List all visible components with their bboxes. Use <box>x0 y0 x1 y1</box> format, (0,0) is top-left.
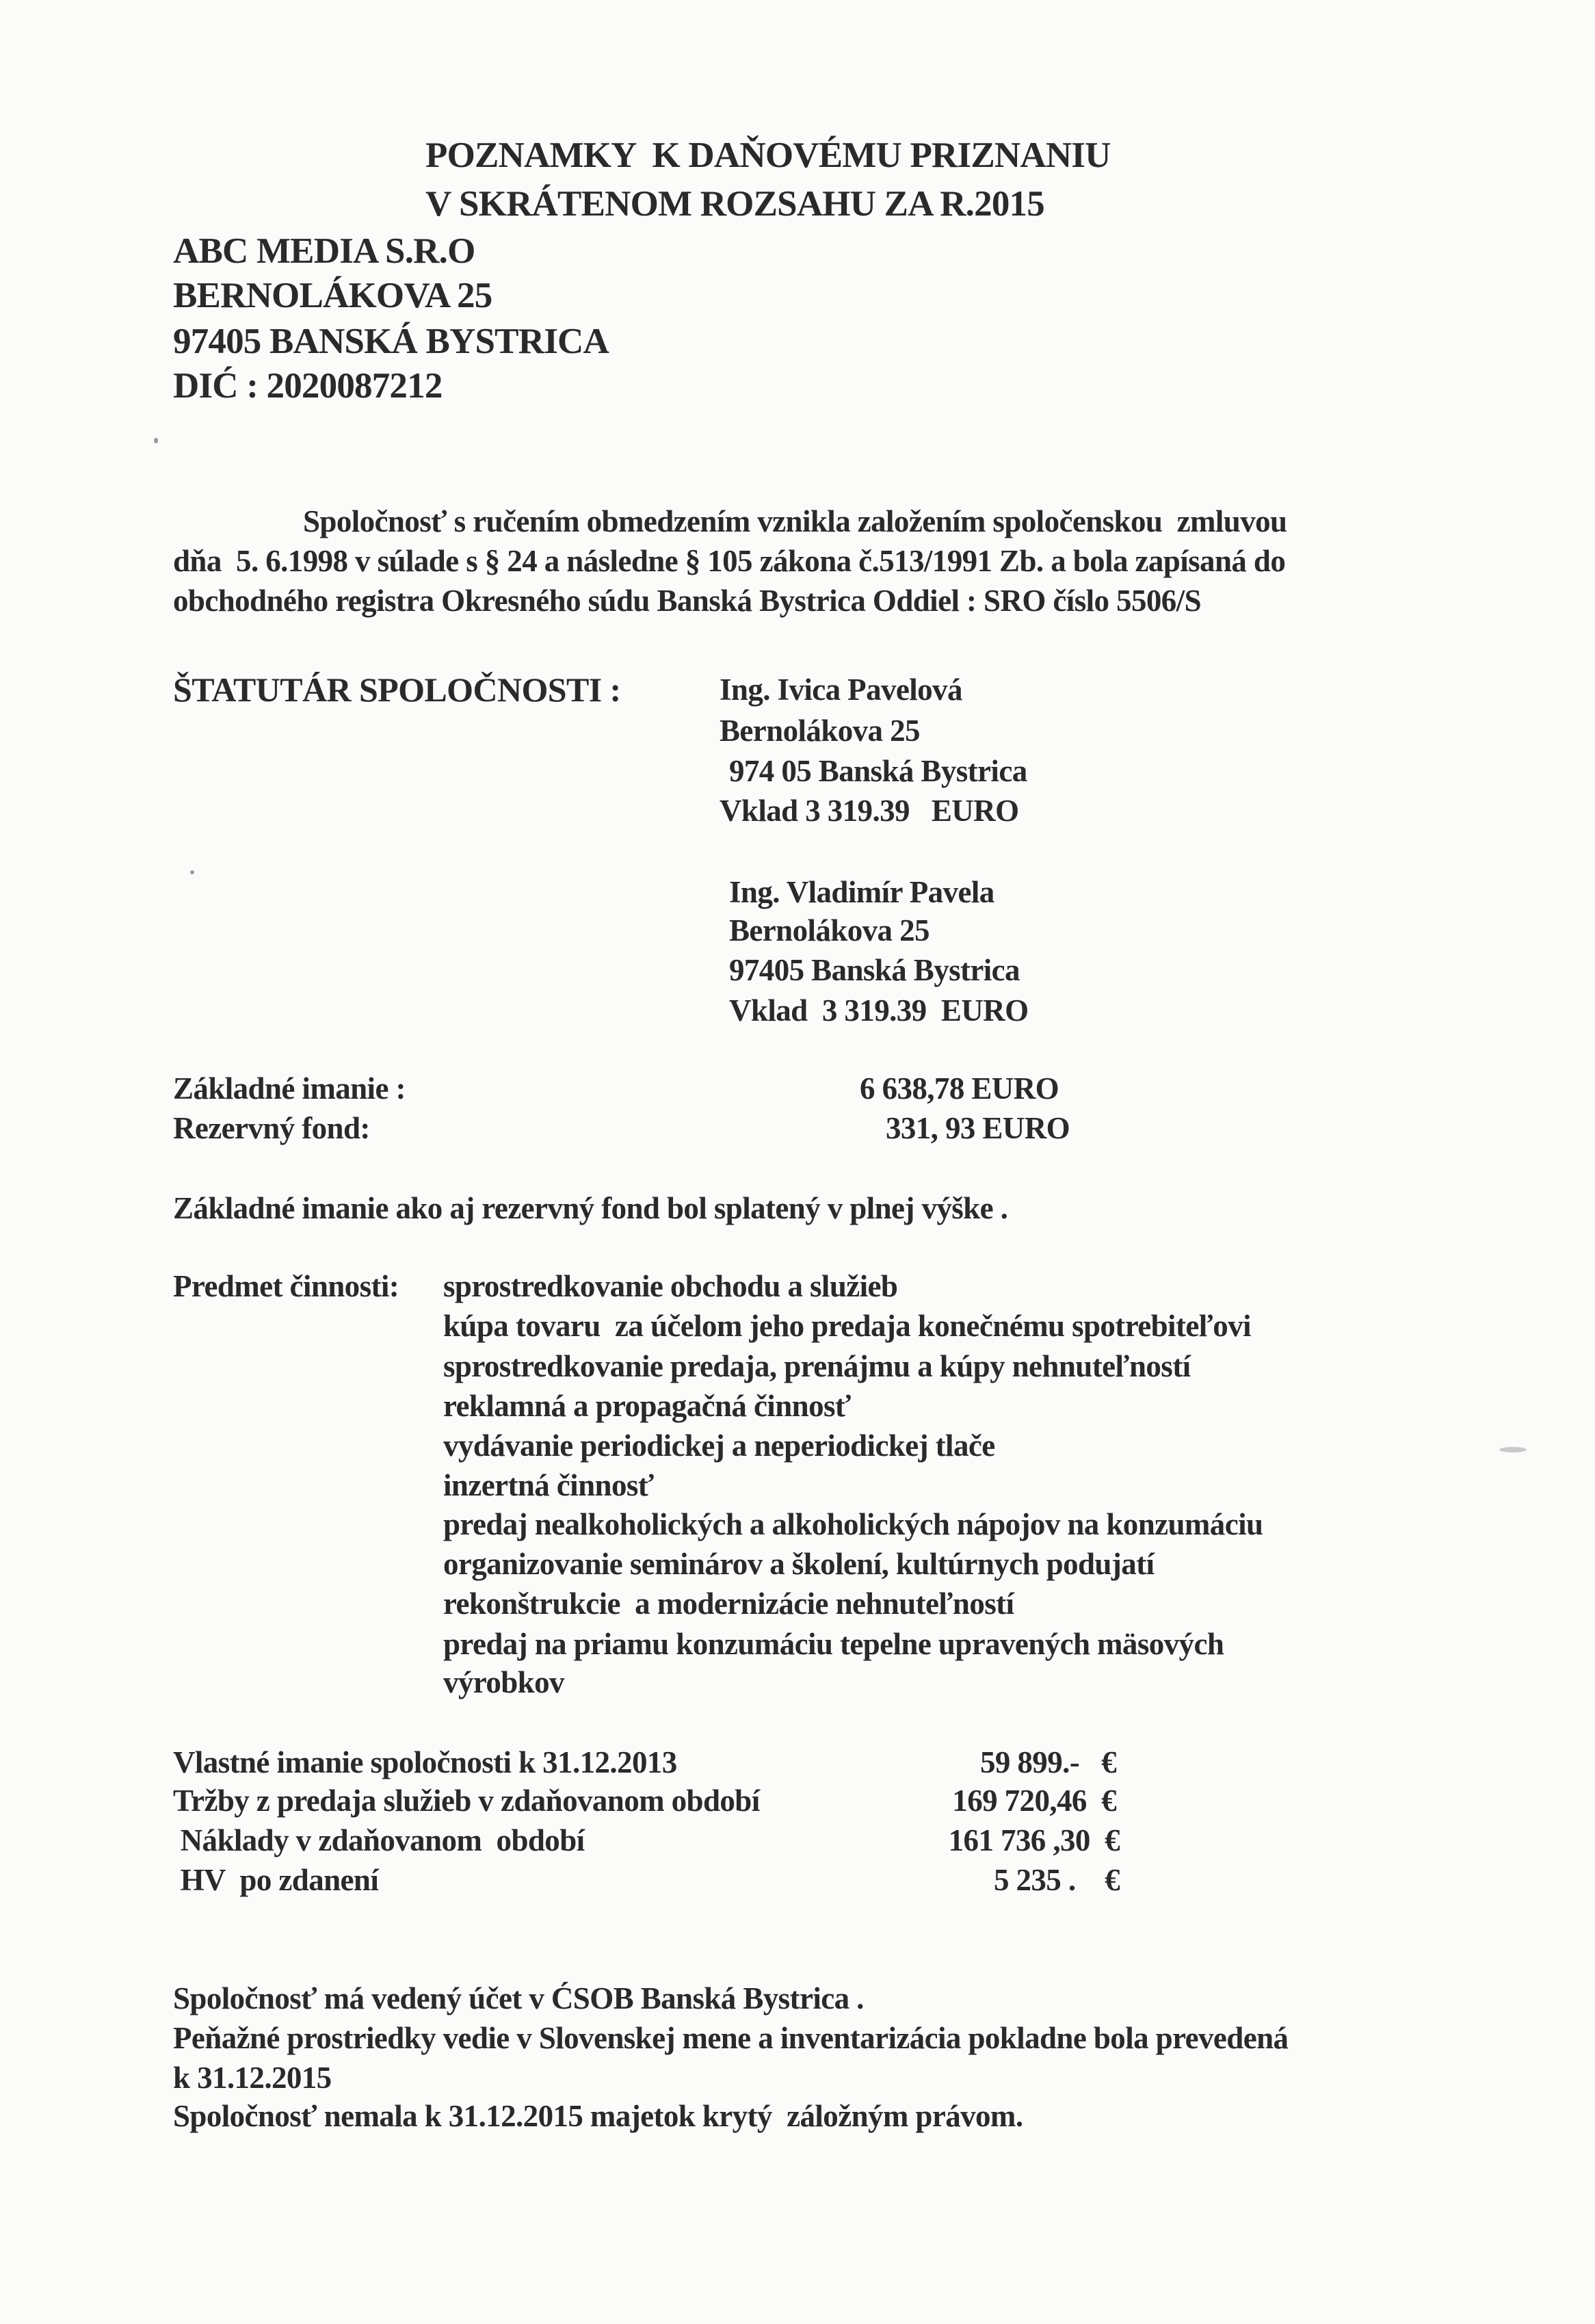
person-2-name: Ing. Vladimír Pavela <box>729 875 994 909</box>
person-1-deposit: Vklad 3 319.39 EURO <box>720 794 1019 828</box>
document-title-line-1: POZNAMKY K DAŇOVÉMU PRIZNANIU <box>425 135 1111 175</box>
basic-capital-label: Základné imanie : <box>173 1071 406 1106</box>
closing-line: Peňažné prostriedky vedie v Slovenskej mene a inventarizácia pokladne bola prevedená <box>173 2021 1289 2055</box>
activity-item: reklamná a propagačná činnosť <box>443 1389 851 1423</box>
statutar-label: ŠTATUTÁR SPOLOČNOSTI : <box>173 670 621 709</box>
activity-item: vydávanie periodickej a neperiodickej tlače <box>443 1428 995 1463</box>
scan-speck <box>190 870 194 874</box>
finance-value: 5 235 . € <box>993 1863 1120 1897</box>
person-1-street: Bernolákova 25 <box>720 714 920 748</box>
scan-speck <box>1499 1447 1527 1452</box>
reserve-fund-label: Rezervný fond: <box>173 1111 370 1145</box>
reserve-fund-value: 331, 93 EURO <box>885 1111 1070 1145</box>
closing-line: Spoločnosť nemala k 31.12.2015 majetok krytý záložným právom. <box>173 2099 1023 2133</box>
capital-note: Základné imanie ako aj rezervný fond bol splatený v plnej výške . <box>173 1191 1008 1225</box>
company-street: BERNOLÁKOVA 25 <box>173 276 492 315</box>
person-1-name: Ing. Ivica Pavelová <box>720 673 962 707</box>
activity-item: kúpa tovaru za účelom jeho predaja konečnému spotrebiteľovi <box>443 1309 1251 1343</box>
finance-value: 59 899.- € <box>979 1745 1116 1779</box>
basic-capital-value: 6 638,78 EURO <box>860 1071 1059 1106</box>
person-2-city: 97405 Banská Bystrica <box>729 953 1020 987</box>
document-title-line-2: V SKRÁTENOM ROZSAHU ZA R.2015 <box>425 184 1044 224</box>
activity-item: výrobkov <box>443 1665 564 1699</box>
finance-label: Tržby z predaja služieb v zdaňovanom období <box>173 1784 760 1818</box>
finance-value: 161 736 ,30 € <box>948 1823 1120 1857</box>
intro-line: dňa 5. 6.1998 v súlade s § 24 a následne § 105 zákona č.513/1991 Zb. a bola zapísaná do <box>173 544 1286 578</box>
scan-speck <box>154 438 158 443</box>
closing-line: Spoločnosť má vedený účet v ĆSOB Banská Bystrica . <box>173 1981 864 2015</box>
intro-line: Spoločnosť s ručením obmedzením vznikla založením spoločenskou zmluvou <box>303 504 1287 538</box>
activities-label: Predmet činnosti: <box>173 1269 399 1303</box>
finance-label: Náklady v zdaňovanom období <box>173 1823 585 1857</box>
activity-item: predaj na priamu konzumáciu tepelne upravených mäsových <box>443 1627 1224 1661</box>
activity-item: rekonštrukcie a modernizácie nehnuteľností <box>443 1587 1014 1621</box>
finance-label: HV po zdanení <box>173 1863 379 1897</box>
finance-label: Vlastné imanie spoločnosti k 31.12.2013 <box>173 1745 677 1779</box>
finance-value: 169 720,46 € <box>952 1784 1116 1818</box>
intro-line: obchodného registra Okresného súdu Banská Bystrica Oddiel : SRO číslo 5506/S <box>173 584 1201 618</box>
activity-item: sprostredkovanie obchodu a služieb <box>443 1269 898 1303</box>
activity-item: inzertná činnosť <box>443 1468 654 1502</box>
company-name: ABC MEDIA S.R.O <box>173 231 475 271</box>
activity-item: predaj nealkoholických a alkoholických nápojov na konzumáciu <box>443 1507 1263 1541</box>
person-1-city: 974 05 Banská Bystrica <box>729 754 1027 788</box>
person-2-street: Bernolákova 25 <box>729 913 930 948</box>
person-2-deposit: Vklad 3 319.39 EURO <box>729 993 1029 1028</box>
company-city: 97405 BANSKÁ BYSTRICA <box>173 322 609 361</box>
activity-item: sprostredkovanie predaja, prenájmu a kúpy nehnuteľností <box>443 1349 1191 1383</box>
company-dic: DIĆ : 2020087212 <box>173 366 443 406</box>
closing-line: k 31.12.2015 <box>173 2061 332 2095</box>
activity-item: organizovanie seminárov a školení, kultúrnych podujatí <box>443 1547 1155 1581</box>
